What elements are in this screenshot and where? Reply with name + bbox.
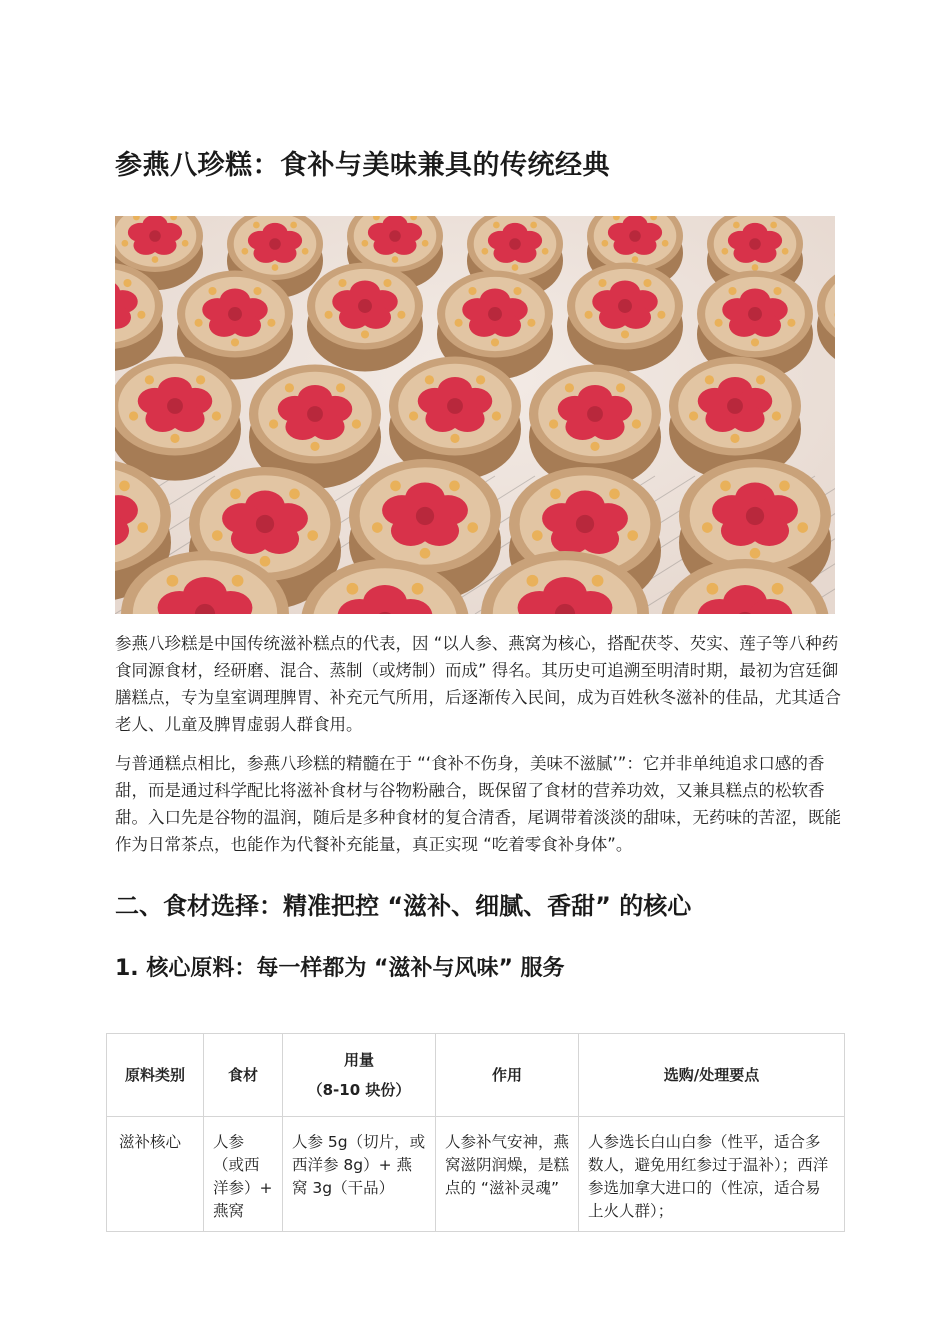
header-amount-label: 用量 (343, 1051, 374, 1069)
table-row (107, 1117, 845, 1232)
section-heading: 二、食材选择：精准把控 “滋补、细腻、香甜” 的核心 (115, 892, 692, 920)
cell-ingredient: 人参（或西洋参）+ 燕窝 (204, 1117, 283, 1232)
header-effect: 作用 (436, 1034, 579, 1117)
cell-effect: 人参补气安神，燕窝滋阴润燥，是糕点的 “滋补灵魂” (436, 1117, 579, 1232)
subsection-heading: 1. 核心原料：每一样都为 “滋补与风味” 服务 (115, 956, 565, 981)
mooncake-illustration (115, 216, 835, 614)
mooncake (307, 263, 423, 372)
mooncake-photo (115, 216, 835, 614)
page-title: 参燕八珍糕：食补与美味兼具的传统经典 (115, 150, 610, 181)
mooncake (567, 263, 683, 372)
comparison-paragraph: 与普通糕点相比，参燕八珍糕的精髓在于 “‘食补不伤身，美味不滋腻’”：它并非单纯追求口感的香甜，而是通过科学配比将滋补食材与谷物粉融合，既保留了食材的营养功效，又兼具糕点的松软香甜。入口先是谷物的温润，随后是多种食材的复合清香，尾调带着淡淡的甜味，无药味的苦涩，既能作为日常茶点，也能作为代餐补充能量，真正实现 “吃着零食补身体”。 (115, 754, 841, 854)
header-amount (283, 1034, 436, 1117)
header-ingredient: 食材 (204, 1034, 283, 1117)
header-tips: 选购/处理要点 (579, 1034, 845, 1117)
ingredients-table (106, 1033, 845, 1232)
header-amount-unit: （8-10 块份） (307, 1081, 411, 1099)
cell-tips: 人参选长白山白参（性平，适合多数人，避免用红参过于温补）；西洋参选加拿大进口的（性凉，适合易上火人群）； (579, 1117, 845, 1232)
cell-category: 滋补核心 (107, 1117, 204, 1232)
mooncake (115, 357, 241, 481)
header-category: 原料类别 (107, 1034, 204, 1117)
intro-paragraph: 参燕八珍糕是中国传统滋补糕点的代表，因 “以人参、燕窝为核心，搭配茯苓、芡实、莲子等八种药食同源食材，经研磨、混合、蒸制（或烤制）而成” 得名。其历史可追溯至明清时期，最初为宫廷御膳糕点，专为皇室调理脾胃、补充元气所用，后逐渐传入民间，成为百姓秋冬滋补的佳品，尤其适合老人、儿童及脾胃虚弱人群食用。 (115, 634, 841, 734)
table-header-row (107, 1034, 845, 1117)
cell-amount: 人参 5g（切片，或西洋参 8g）+ 燕窝 3g（干品） (283, 1117, 436, 1232)
